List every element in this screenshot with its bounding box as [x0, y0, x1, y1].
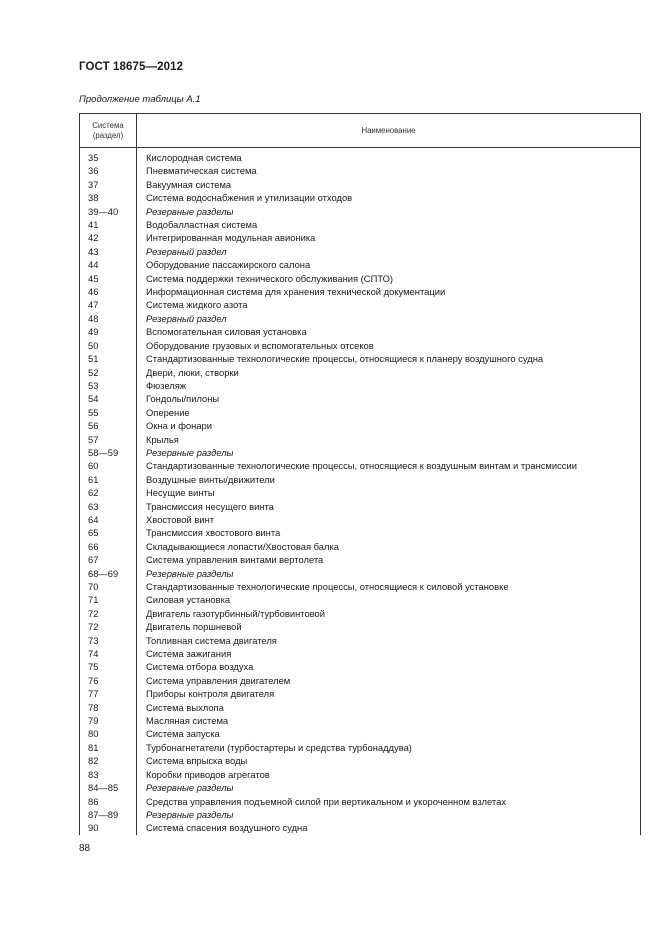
table-caption: Продолжение таблицы А.1 — [79, 94, 201, 105]
system-code-cell: 38 — [80, 191, 137, 204]
page-number: 88 — [79, 843, 91, 854]
table-row — [80, 567, 641, 580]
system-name-cell: Турбонагнетатели (турбостартеры и средства турбонаддува) — [137, 741, 641, 754]
table-row — [80, 486, 641, 499]
system-name-cell: Система водоснабжения и утилизации отходов — [137, 191, 641, 204]
table-row — [80, 593, 641, 606]
system-name-cell: Резервные разделы — [137, 781, 641, 794]
system-name-cell: Кислородная система — [137, 148, 641, 165]
system-code-cell: 79 — [80, 714, 137, 727]
table-row — [80, 620, 641, 633]
system-code-cell: 72 — [80, 620, 137, 633]
column-header-name: Наименование — [137, 114, 641, 148]
table-row — [80, 540, 641, 553]
column-header-system-line1: Система — [92, 120, 124, 130]
table-row — [80, 433, 641, 446]
table-row — [80, 379, 641, 392]
table-row — [80, 821, 641, 834]
table-row — [80, 714, 641, 727]
system-code-cell: 49 — [80, 325, 137, 338]
table-row — [80, 526, 641, 539]
system-code-cell: 43 — [80, 245, 137, 258]
system-name-cell: Двигатель поршневой — [137, 620, 641, 633]
system-code-cell: 55 — [80, 406, 137, 419]
system-name-cell: Система отбора воздуха — [137, 660, 641, 673]
system-name-cell: Оперение — [137, 406, 641, 419]
system-name-cell: Резервные разделы — [137, 808, 641, 821]
table-row — [80, 727, 641, 740]
system-name-cell: Оборудование грузовых и вспомогательных отсеков — [137, 339, 641, 352]
table-row — [80, 795, 641, 808]
system-code-cell: 78 — [80, 701, 137, 714]
system-code-cell: 74 — [80, 647, 137, 660]
system-code-cell: 41 — [80, 218, 137, 231]
table-row — [80, 339, 641, 352]
table-row — [80, 754, 641, 767]
system-code-cell: 54 — [80, 392, 137, 405]
system-name-cell: Пневматическая система — [137, 164, 641, 177]
system-name-cell: Трансмиссия несущего винта — [137, 500, 641, 513]
system-name-cell: Стандартизованные технологические процессы, относящиеся к воздушным винтам и трансмиссии — [137, 459, 641, 472]
system-name-cell: Крылья — [137, 433, 641, 446]
system-name-cell: Окна и фонари — [137, 419, 641, 432]
system-name-cell: Система управления винтами вертолета — [137, 553, 641, 566]
system-name-cell: Система управления двигателем — [137, 674, 641, 687]
table-row — [80, 768, 641, 781]
system-code-cell: 90 — [80, 821, 137, 834]
table-row — [80, 473, 641, 486]
table-row — [80, 781, 641, 794]
table-row — [80, 607, 641, 620]
system-name-cell: Система жидкого азота — [137, 298, 641, 311]
system-code-cell: 53 — [80, 379, 137, 392]
system-code-cell: 51 — [80, 352, 137, 365]
system-code-cell: 73 — [80, 634, 137, 647]
system-code-cell: 42 — [80, 231, 137, 244]
system-name-cell: Резервные разделы — [137, 567, 641, 580]
system-code-cell: 50 — [80, 339, 137, 352]
table-row — [80, 258, 641, 271]
system-name-cell: Коробки приводов агрегатов — [137, 768, 641, 781]
system-code-cell: 67 — [80, 553, 137, 566]
table-row — [80, 459, 641, 472]
system-name-cell: Резервные разделы — [137, 205, 641, 218]
system-name-cell: Приборы контроля двигателя — [137, 687, 641, 700]
table-row — [80, 647, 641, 660]
table-row — [80, 231, 641, 244]
system-name-cell: Вспомогательная силовая установка — [137, 325, 641, 338]
table-row — [80, 808, 641, 821]
table-row — [80, 674, 641, 687]
system-code-cell: 76 — [80, 674, 137, 687]
table-body — [80, 148, 641, 835]
system-code-cell: 66 — [80, 540, 137, 553]
system-name-cell: Система зажигания — [137, 647, 641, 660]
table-row — [80, 500, 641, 513]
system-code-cell: 68—69 — [80, 567, 137, 580]
system-code-cell: 84—85 — [80, 781, 137, 794]
system-name-cell: Оборудование пассажирского салона — [137, 258, 641, 271]
table-row — [80, 580, 641, 593]
system-code-cell: 86 — [80, 795, 137, 808]
system-name-cell: Информационная система для хранения технической документации — [137, 285, 641, 298]
system-name-cell: Резервный раздел — [137, 245, 641, 258]
system-name-cell: Воздушные винты/движители — [137, 473, 641, 486]
system-code-cell: 52 — [80, 366, 137, 379]
system-name-cell: Резервный раздел — [137, 312, 641, 325]
table-row — [80, 272, 641, 285]
system-code-cell: 77 — [80, 687, 137, 700]
system-name-cell: Резервные разделы — [137, 446, 641, 459]
table-row — [80, 298, 641, 311]
system-name-cell: Водобалластная система — [137, 218, 641, 231]
table-row — [80, 553, 641, 566]
table-row — [80, 366, 641, 379]
system-name-cell: Система выхлопа — [137, 701, 641, 714]
table-row — [80, 419, 641, 432]
system-code-cell: 80 — [80, 727, 137, 740]
system-code-cell: 62 — [80, 486, 137, 499]
table-row — [80, 164, 641, 177]
system-code-cell: 47 — [80, 298, 137, 311]
system-name-cell: Складывающиеся лопасти/Хвостовая балка — [137, 540, 641, 553]
system-name-cell: Система запуска — [137, 727, 641, 740]
system-code-cell: 45 — [80, 272, 137, 285]
system-code-cell: 63 — [80, 500, 137, 513]
system-name-cell: Система поддержки технического обслуживания (СПТО) — [137, 272, 641, 285]
table-row — [80, 687, 641, 700]
system-code-cell: 70 — [80, 580, 137, 593]
system-name-cell: Двигатель газотурбинный/турбовинтовой — [137, 607, 641, 620]
system-code-cell: 64 — [80, 513, 137, 526]
system-code-cell: 75 — [80, 660, 137, 673]
table-row — [80, 513, 641, 526]
document-header: ГОСТ 18675—2012 — [79, 61, 184, 73]
table-row — [80, 406, 641, 419]
system-name-cell: Стандартизованные технологические процессы, относящиеся к силовой установке — [137, 580, 641, 593]
system-name-cell: Масляная система — [137, 714, 641, 727]
system-code-cell: 57 — [80, 433, 137, 446]
system-code-cell: 48 — [80, 312, 137, 325]
system-code-cell: 60 — [80, 459, 137, 472]
table-row — [80, 325, 641, 338]
system-name-cell: Силовая установка — [137, 593, 641, 606]
table-row — [80, 218, 641, 231]
system-code-cell: 65 — [80, 526, 137, 539]
systems-table — [79, 113, 641, 835]
system-code-cell: 82 — [80, 754, 137, 767]
system-name-cell: Интегрированная модульная авионика — [137, 231, 641, 244]
system-name-cell: Гондолы/пилоны — [137, 392, 641, 405]
system-code-cell: 44 — [80, 258, 137, 271]
table-row — [80, 205, 641, 218]
table-row — [80, 148, 641, 165]
system-name-cell: Стандартизованные технологические процессы, относящиеся к планеру воздушного судна — [137, 352, 641, 365]
system-name-cell: Трансмиссия хвостового винта — [137, 526, 641, 539]
system-code-cell: 58—59 — [80, 446, 137, 459]
table-row — [80, 446, 641, 459]
table-row — [80, 741, 641, 754]
system-name-cell: Двери, люки, створки — [137, 366, 641, 379]
table-row — [80, 178, 641, 191]
system-code-cell: 81 — [80, 741, 137, 754]
system-code-cell: 87—89 — [80, 808, 137, 821]
table-row — [80, 392, 641, 405]
table-row — [80, 352, 641, 365]
column-header-system-line2: (раздел) — [92, 130, 124, 140]
system-code-cell: 36 — [80, 164, 137, 177]
system-name-cell: Топливная система двигателя — [137, 634, 641, 647]
system-code-cell: 56 — [80, 419, 137, 432]
system-name-cell: Хвостовой винт — [137, 513, 641, 526]
table-row — [80, 660, 641, 673]
system-name-cell: Система спасения воздушного судна — [137, 821, 641, 834]
system-name-cell: Система впрыска воды — [137, 754, 641, 767]
table-row — [80, 312, 641, 325]
system-code-cell: 83 — [80, 768, 137, 781]
system-code-cell: 71 — [80, 593, 137, 606]
system-code-cell: 37 — [80, 178, 137, 191]
system-code-cell: 39—40 — [80, 205, 137, 218]
table-row — [80, 245, 641, 258]
system-name-cell: Вакуумная система — [137, 178, 641, 191]
system-name-cell: Несущие винты — [137, 486, 641, 499]
table-row — [80, 285, 641, 298]
system-name-cell: Средства управления подъемной силой при вертикальном и укороченном взлетах — [137, 795, 641, 808]
system-code-cell: 46 — [80, 285, 137, 298]
table-header-row — [80, 114, 641, 148]
system-name-cell: Фюзеляж — [137, 379, 641, 392]
table-row — [80, 191, 641, 204]
column-header-system — [80, 114, 137, 148]
system-code-cell: 35 — [80, 148, 137, 165]
system-code-cell: 61 — [80, 473, 137, 486]
systems-table-container — [79, 113, 641, 835]
table-row — [80, 634, 641, 647]
system-code-cell: 72 — [80, 607, 137, 620]
table-row — [80, 701, 641, 714]
